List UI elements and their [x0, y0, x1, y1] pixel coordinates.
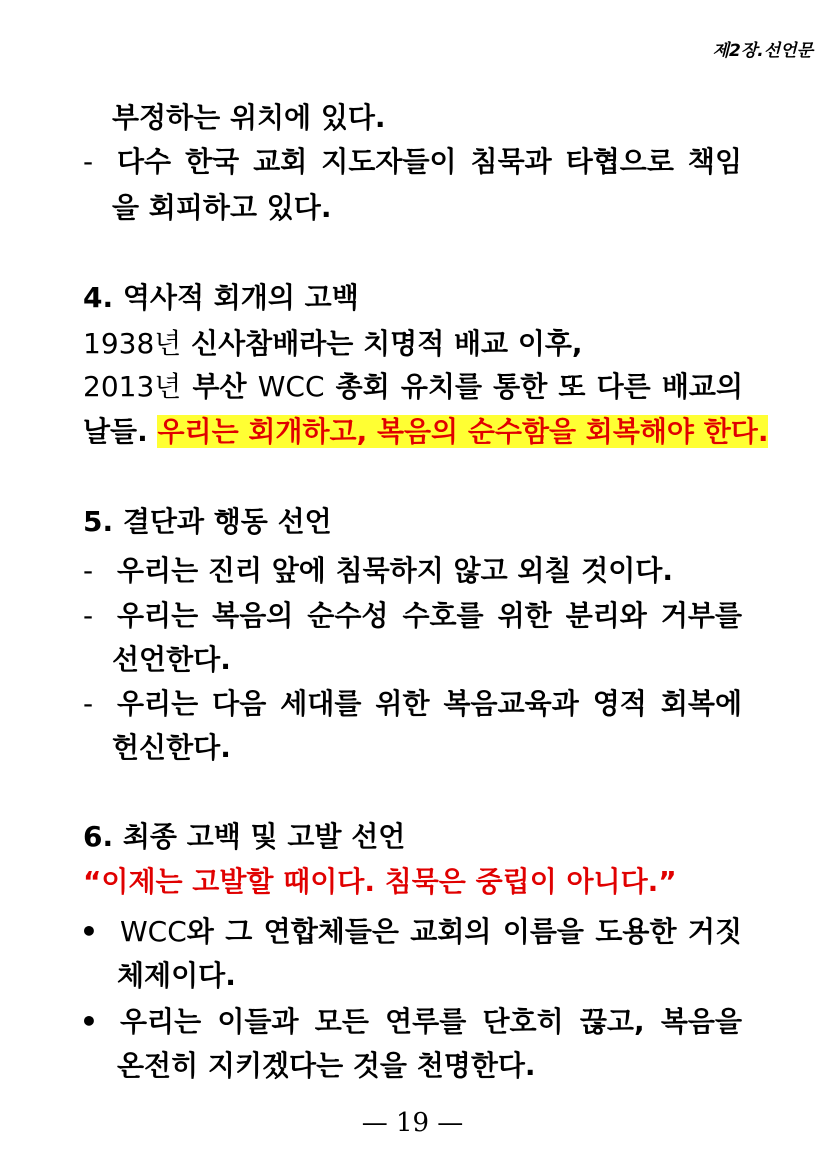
- list-item-line: 을 회피하고 있다.: [112, 191, 332, 224]
- list-item-line: 헌신한다.: [112, 731, 231, 764]
- list-item-line: 우리는 진리 앞에 침묵하지 않고 외칠 것이다.: [117, 554, 673, 587]
- wcc-text: WCC: [257, 370, 325, 403]
- bullet-line: [120, 912, 742, 952]
- section-4-heading: 4. 역사적 회개의 고백: [83, 281, 359, 314]
- dash-marker: -: [83, 554, 94, 587]
- line-text: 총회 유치를 통한 또 다른 배교의: [324, 370, 743, 403]
- list-item-line: 우리는 다음 세대를 위한 복음교육과 영적 회복에: [117, 687, 742, 720]
- continuation-line: 부정하는 위치에 있다.: [112, 101, 386, 134]
- bullet-marker: •: [80, 1005, 98, 1038]
- page-number: — 19 —: [361, 1108, 464, 1138]
- chapter-header: 제2장.선언문: [712, 41, 813, 61]
- list-item-line: 우리는 복음의 순수성 수호를 위한 분리와 거부를: [117, 599, 742, 632]
- dash-marker: -: [83, 145, 94, 178]
- bullet-marker: •: [80, 915, 98, 948]
- section-4-line: [83, 412, 768, 452]
- section-5-heading: 5. 결단과 행동 선언: [83, 505, 332, 538]
- line-text: 와 그 연합체들은 교회의 이름을 도용한 거짓: [186, 915, 742, 948]
- line-text: 날들.: [83, 415, 158, 448]
- line-text: 부산: [181, 370, 258, 403]
- section-4-line: [83, 367, 743, 407]
- year-text: 1938년: [83, 327, 182, 360]
- year-text: 2013년: [83, 370, 182, 403]
- dash-marker: -: [83, 687, 94, 720]
- bullet-line: 온전히 지키겠다는 것을 천명한다.: [117, 1049, 536, 1082]
- red-quote: “이제는 고발할 때이다. 침묵은 중립이 아니다.”: [83, 865, 677, 898]
- highlighted-statement: 우리는 회개하고, 복음의 순수함을 회복해야 한다.: [157, 415, 769, 448]
- bullet-line: 체제이다.: [117, 959, 236, 992]
- section-4-line: [83, 324, 583, 364]
- wcc-text: WCC: [120, 915, 187, 948]
- section-6-heading: 6. 최종 고백 및 고발 선언: [83, 820, 406, 853]
- list-item-line: 선언한다.: [112, 643, 231, 676]
- list-item-line: 다수 한국 교회 지도자들이 침묵과 타협으로 책임: [117, 145, 742, 178]
- line-text: 신사참배라는 치명적 배교 이후,: [181, 327, 583, 360]
- bullet-line: 우리는 이들과 모든 연루를 단호히 끊고, 복음을: [120, 1005, 742, 1038]
- dash-marker: -: [83, 599, 94, 632]
